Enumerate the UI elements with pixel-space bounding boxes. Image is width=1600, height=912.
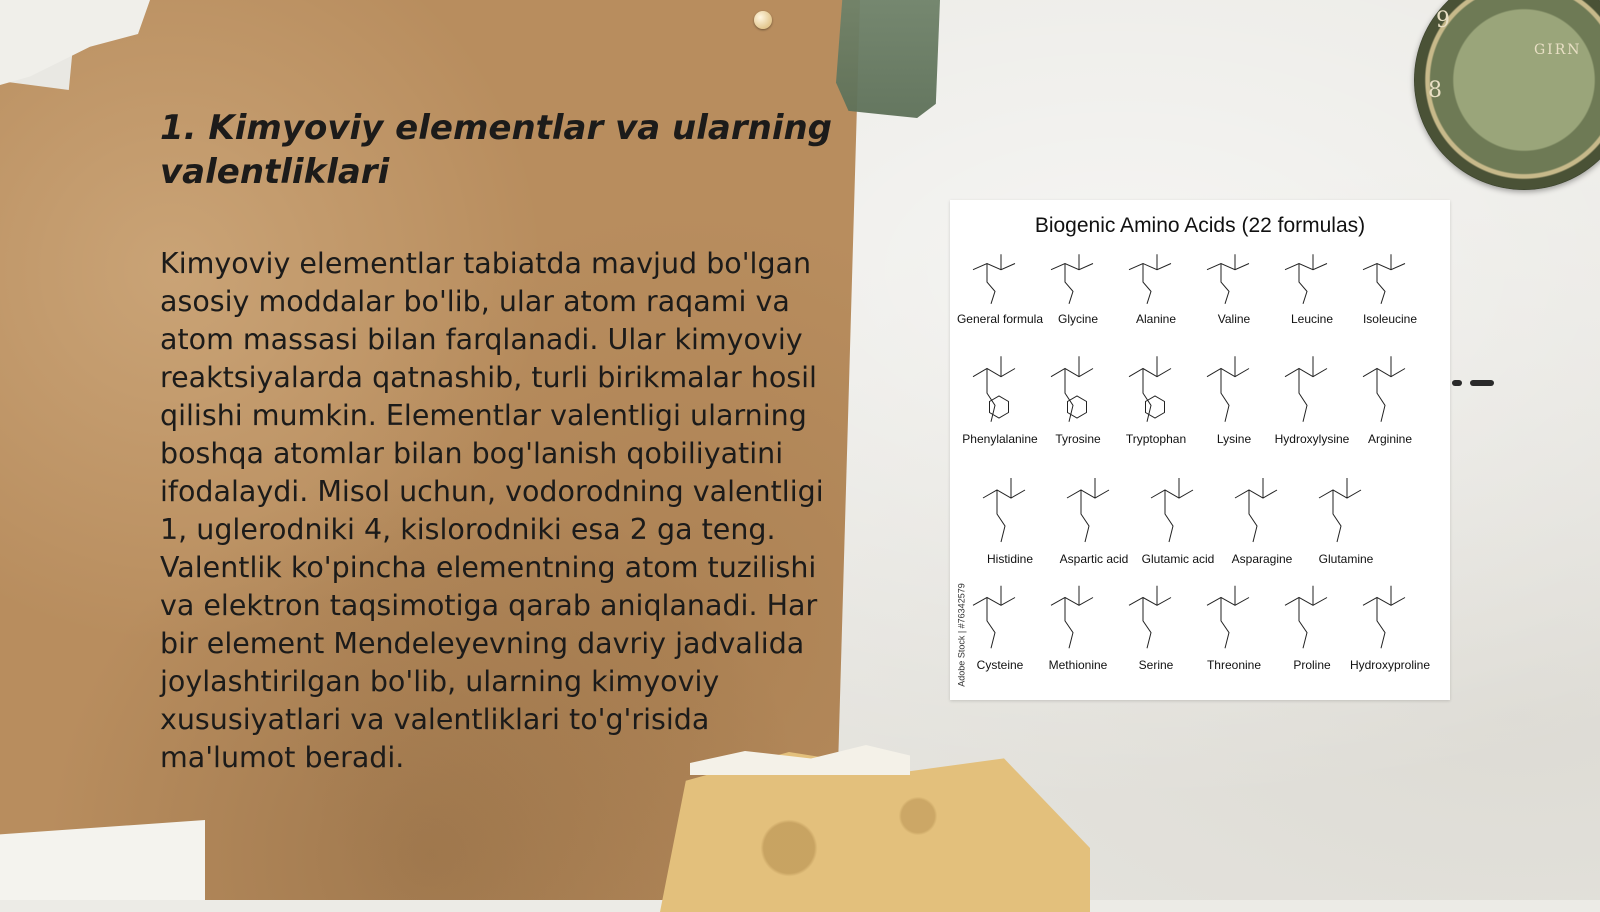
amino-acid-name: Lysine — [1216, 432, 1252, 446]
amino-acid-item — [1342, 348, 1438, 446]
amino-acid-name: Valine — [1217, 312, 1251, 326]
amino-acid-item — [1298, 470, 1394, 566]
green-tape — [836, 0, 940, 118]
structure-formula-icon — [1277, 578, 1347, 656]
amino-acid-name: Proline — [1293, 658, 1331, 672]
amino-acid-name: Asparagine — [1231, 552, 1293, 566]
amino-acid-item — [962, 470, 1058, 566]
amino-acid-name: Tryptophan — [1125, 432, 1187, 446]
structure-formula-icon — [1059, 470, 1129, 550]
amino-acid-name: Glutamine — [1318, 552, 1374, 566]
structure-formula-icon — [1121, 348, 1191, 430]
amino-acid-name: Threonine — [1206, 658, 1262, 672]
amino-acid-item — [1342, 578, 1438, 672]
amino-acid-name: Phenylalanine — [962, 432, 1038, 446]
structure-formula-icon — [1311, 470, 1381, 550]
amino-acid-name: Tyrosine — [1055, 432, 1101, 446]
figure-title: Biogenic Amino Acids (22 formulas) — [1034, 214, 1366, 237]
amino-acids-figure — [950, 200, 1450, 700]
structure-formula-icon — [1277, 348, 1347, 430]
amino-acid-name: Hydroxyproline — [1349, 658, 1431, 672]
amino-acid-name: Hydroxylysine — [1274, 432, 1350, 446]
ink-mark — [1470, 380, 1494, 386]
structure-formula-icon — [1355, 248, 1425, 310]
amino-acid-name: Glycine — [1057, 312, 1098, 326]
amino-acid-name: Alanine — [1135, 312, 1177, 326]
figure-watermark: Adobe Stock | #76342579 — [956, 583, 967, 687]
amino-acid-name: Serine — [1138, 658, 1174, 672]
structure-formula-icon — [1121, 248, 1191, 310]
amino-acid-item — [1342, 248, 1438, 326]
structure-formula-icon — [1227, 470, 1297, 550]
amino-acid-name: Methionine — [1048, 658, 1108, 672]
structure-formula-icon — [1199, 578, 1269, 656]
amino-acid-name: Aspartic acid — [1059, 552, 1129, 566]
structure-formula-icon — [1121, 578, 1191, 656]
amino-acid-name: Isoleucine — [1362, 312, 1418, 326]
structure-formula-icon — [1199, 348, 1269, 430]
amino-acid-item — [1214, 470, 1310, 566]
amino-acid-item — [1130, 470, 1226, 566]
amino-acid-name: Leucine — [1290, 312, 1334, 326]
clock-label: GIRN — [1534, 42, 1582, 58]
structure-formula-icon — [1355, 348, 1425, 430]
structure-formula-icon — [1043, 578, 1113, 656]
amino-acid-name: Arginine — [1367, 432, 1413, 446]
structure-formula-icon — [1043, 248, 1113, 310]
structure-formula-icon — [965, 578, 1035, 656]
amino-acid-name: Histidine — [986, 552, 1034, 566]
structure-formula-icon — [1355, 578, 1425, 656]
structure-formula-icon — [1143, 470, 1213, 550]
structure-formula-icon — [1043, 348, 1113, 430]
clock-number: 9 — [1436, 8, 1450, 33]
structure-formula-icon — [975, 470, 1045, 550]
ink-mark — [1452, 380, 1462, 386]
structure-formula-icon — [965, 348, 1035, 430]
slide-body-text: Kimyoviy elementlar tabiatda mavjud bo'lgan asosiy moddalar bo'lib, ular atom raqami va atom massasi bilan farqlanadi. Ular kimyoviy reaktsiyalarda qatnashib, turli birikmalar hosil qilishi mumkin. Elementlar valentligi ularning boshqa atomlar bilan bog'lanish qobiliyatini ifodalaydi. Misol uchun, vodorodning valentligi 1, uglerodniki 4, kislorodniki esa 2 ga teng. Valentlik ko'pincha elementning atom tuzilishi va elektron taqsimotiga qarab aniqlanadi. Har bir element Mendeleyevning davriy jadvalida joylashtirilgan bo'lib, ularning kimyoviy xususiyatlari va valentliklari to'g'risida ma'lumot beradi. — [160, 247, 824, 774]
amino-acid-item — [1046, 470, 1142, 566]
amino-acid-name: Glutamic acid — [1141, 552, 1215, 566]
slide-title: 1. Kimyoviy elementlar va ularning valentliklari — [160, 108, 833, 192]
clock-number: 8 — [1428, 78, 1442, 103]
structure-formula-icon — [965, 248, 1035, 310]
amino-acid-name: Cysteine — [976, 658, 1024, 672]
structure-formula-icon — [1277, 248, 1347, 310]
amino-acid-name: General formula — [956, 312, 1044, 326]
pin-icon — [754, 11, 772, 29]
structure-formula-icon — [1199, 248, 1269, 310]
